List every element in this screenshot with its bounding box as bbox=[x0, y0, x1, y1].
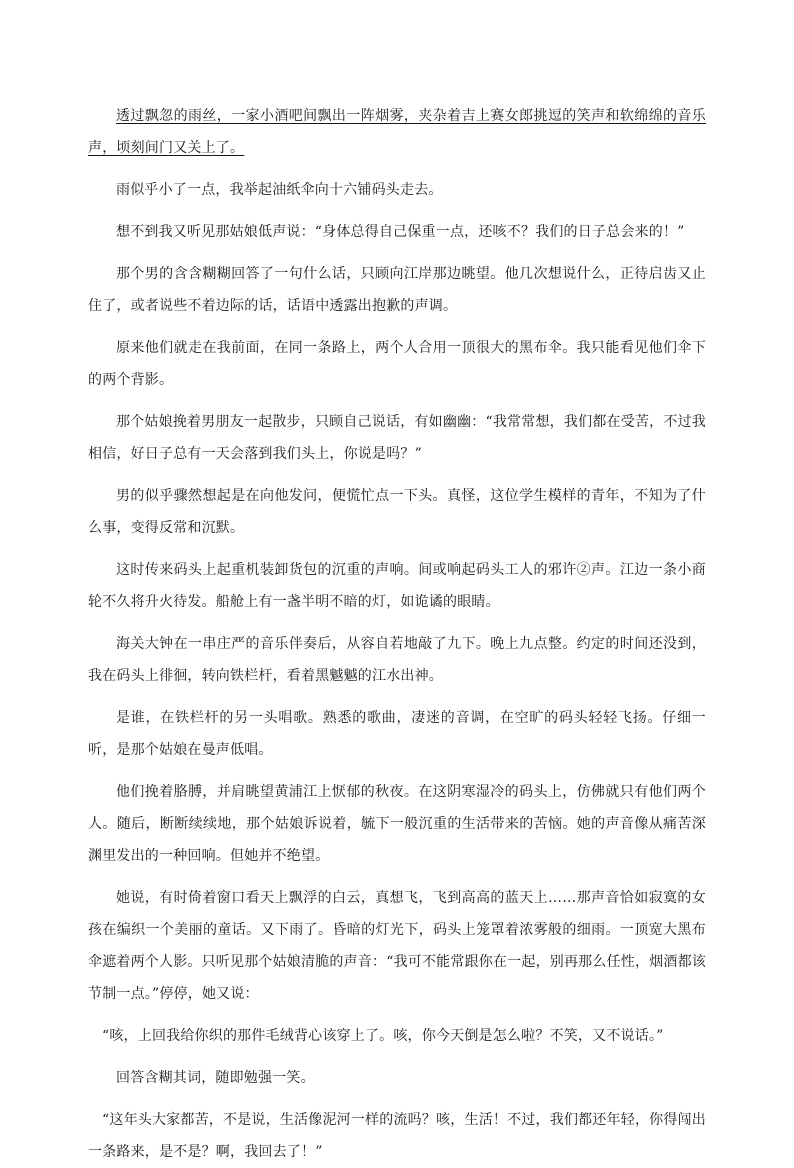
paragraph-13: “咳，上回我给你织的那件毛绒背心该穿上了。咳，你今天倒是怎么啦？不笑，又不说话。” bbox=[102, 1028, 664, 1044]
paragraph-2: 雨似乎小了一点，我举起油纸伞向十六铺码头走去。 bbox=[116, 182, 443, 198]
paragraph-10: 是谁，在铁栏杆的另一头唱歌。熟悉的歌曲，凄迷的音调，在空旷的码头轻轻飞扬。仔细一听，是那个姑娘在曼声低唱。 bbox=[88, 710, 706, 758]
paragraph-15: “这年头大家都苦，不是说，生活像泥河一样的流吗？咳，生活！不过，我们都还年轻，你得闯出一条路来，是不是？啊，我回去了！” bbox=[88, 1112, 706, 1160]
underlined-passage: 透过飘忽的雨丝，一家小酒吧间飘出一阵烟雾，夹杂着吉上赛女郎挑逗的笑声和软绵绵的音乐声，顷刻间门又关上了。 bbox=[88, 108, 706, 156]
paragraph-9: 海关大钟在一串庄严的音乐伴奏后，从容自若地敲了九下。晚上九点整。约定的时间还没到，我在码头上徘徊，转向铁栏杆，看着黑魆魆的江水出神。 bbox=[88, 636, 706, 684]
paragraph-12: 她说，有时倚着窗口看天上飘浮的白云，真想飞，飞到高高的蓝天上……那声音恰如寂寞的女孩在编织一个美丽的童话。又下雨了。昏暗的灯光下，码头上笼罩着浓雾般的细雨。一顶宽大黑布伞遮着两个人影。只听见那个姑娘清脆的声音：“我可不能常跟你在一起，别再那么任性，烟酒都该节制一点。”停停，她又说： bbox=[88, 890, 706, 1002]
paragraph-3: 想不到我又听见那姑娘低声说：“身体总得自己保重一点，还咳不？我们的日子总会来的！” bbox=[116, 224, 685, 240]
paragraph-6: 那个姑娘挽着男朋友一起散步，只顾自己说话，有如幽幽：“我常常想，我们都在受苦，不过我相信，好日子总有一天会落到我们头上，你说是吗？” bbox=[88, 414, 706, 462]
paragraph-4: 那个男的含含糊糊回答了一句什么话，只顾向江岸那边眺望。他几次想说什么，正待启齿又止住了，或者说些不着边际的话，话语中透露出抱歉的声调。 bbox=[88, 266, 706, 314]
paragraph-14: 回答含糊其词，随即勉强一笑。 bbox=[116, 1070, 315, 1086]
paragraph-5: 原来他们就走在我前面，在同一条路上，两个人合用一顶很大的黑布伞。我只能看见他们伞下的两个背影。 bbox=[88, 340, 706, 388]
paragraph-8: 这时传来码头上起重机装卸货包的沉重的声响。间或响起码头工人的邪许②声。江边一条小商轮不久将升火待发。船舱上有一盏半明不暗的灯，如诡谲的眼睛。 bbox=[88, 562, 706, 610]
paragraph-7: 男的似乎骤然想起是在向他发问，便慌忙点一下头。真怪，这位学生模样的青年，不知为了什么事，变得反常和沉默。 bbox=[88, 488, 706, 536]
paragraph-11: 他们挽着胳膊，并肩眺望黄浦江上恹郁的秋夜。在这阴寒湿冷的码头上，仿佛就只有他们两个人。随后，断断续续地，那个姑娘诉说着，毓下一般沉重的生活带来的苦恼。她的声音像从痛苦深渊里发出的一种回响。但她并不绝望。 bbox=[88, 784, 706, 864]
paragraph-1 bbox=[88, 100, 706, 164]
